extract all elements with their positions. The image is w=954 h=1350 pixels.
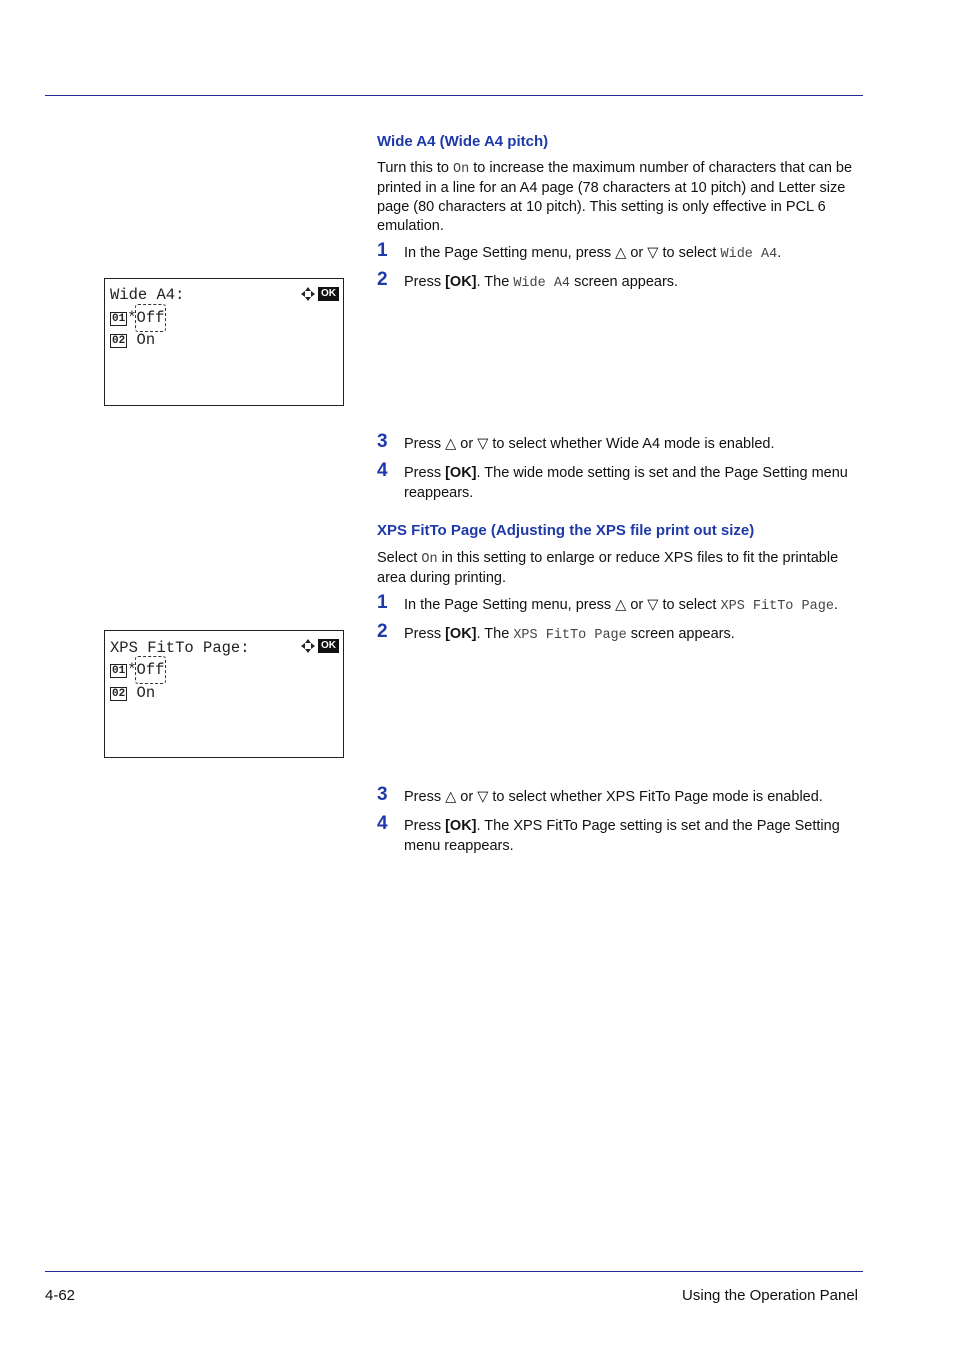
step-text: Press [OK]. The XPS FitTo Page screen appears. bbox=[404, 626, 735, 643]
operation-panel-screen-wide-a4 bbox=[104, 278, 344, 406]
step-text: Press △ or ▽ to select whether XPS FitTo Page mode is enabled. bbox=[404, 789, 823, 805]
panel-option-on: 02 On bbox=[112, 331, 156, 349]
step-number: 2 bbox=[377, 269, 388, 290]
panel-title: XPS FitTo Page: bbox=[110, 639, 250, 657]
panel-nav bbox=[300, 286, 339, 302]
ok-key-icon: OK bbox=[318, 639, 339, 653]
step-number: 3 bbox=[377, 784, 388, 805]
step-text: Press [OK]. The Wide A4 screen appears. bbox=[404, 274, 679, 291]
option-number-badge: 02 bbox=[112, 335, 126, 347]
option-number-badge: 01 bbox=[112, 665, 126, 677]
chapter-title: Using the Operation Panel bbox=[682, 1287, 858, 1304]
arrow-keys-icon bbox=[300, 286, 316, 302]
step-text: Press [OK]. The wide mode setting is set and the Page Setting menu reappears. bbox=[404, 465, 848, 501]
section-intro-wide-a4: Turn this to On to increase the maximum number of characters that can be printed in a line for an A4 page (78 characters at 10 pitch) and Letter size page (80 characters at 10 pitch). This setting is only effective in PCL 6 emulation. bbox=[377, 160, 853, 234]
footer-rule bbox=[45, 1271, 863, 1272]
step-number: 3 bbox=[377, 431, 388, 452]
cursor-highlight: Off bbox=[136, 661, 165, 679]
cursor-highlight: Off bbox=[136, 309, 165, 327]
header-rule bbox=[45, 95, 863, 96]
step-text: Press △ or ▽ to select whether Wide A4 mode is enabled. bbox=[404, 436, 775, 452]
step-text: Press [OK]. The XPS FitTo Page setting is set and the Page Setting menu reappears. bbox=[404, 818, 840, 854]
arrow-keys-icon bbox=[300, 638, 316, 654]
step-text: In the Page Setting menu, press △ or ▽ to select Wide A4. bbox=[404, 245, 782, 262]
step-number: 1 bbox=[377, 240, 388, 261]
panel-option-off: 01 *Off bbox=[112, 661, 165, 679]
page-number: 4-62 bbox=[45, 1287, 76, 1304]
section-intro-xps-fitto-page: Select On in this setting to enlarge or reduce XPS files to fit the printable area during printing. bbox=[377, 550, 839, 586]
section-heading-wide-a4: Wide A4 (Wide A4 pitch) bbox=[377, 133, 549, 150]
step-number: 4 bbox=[377, 813, 388, 834]
panel-option-on: 02 On bbox=[112, 684, 156, 702]
step-number: 1 bbox=[377, 592, 388, 613]
panel-title: Wide A4: bbox=[110, 286, 185, 304]
step-number: 2 bbox=[377, 621, 388, 642]
step-text: In the Page Setting menu, press △ or ▽ to select XPS FitTo Page. bbox=[404, 597, 838, 614]
operation-panel-screen-xps-fitto-page bbox=[104, 630, 344, 758]
step-number: 4 bbox=[377, 460, 388, 481]
panel-nav bbox=[300, 638, 339, 654]
option-number-badge: 01 bbox=[112, 313, 126, 325]
panel-option-off: 01 *Off bbox=[112, 309, 165, 327]
section-heading-xps-fitto-page: XPS FitTo Page (Adjusting the XPS file print out size) bbox=[377, 522, 755, 539]
ok-key-icon: OK bbox=[318, 287, 339, 301]
option-number-badge: 02 bbox=[112, 688, 126, 700]
